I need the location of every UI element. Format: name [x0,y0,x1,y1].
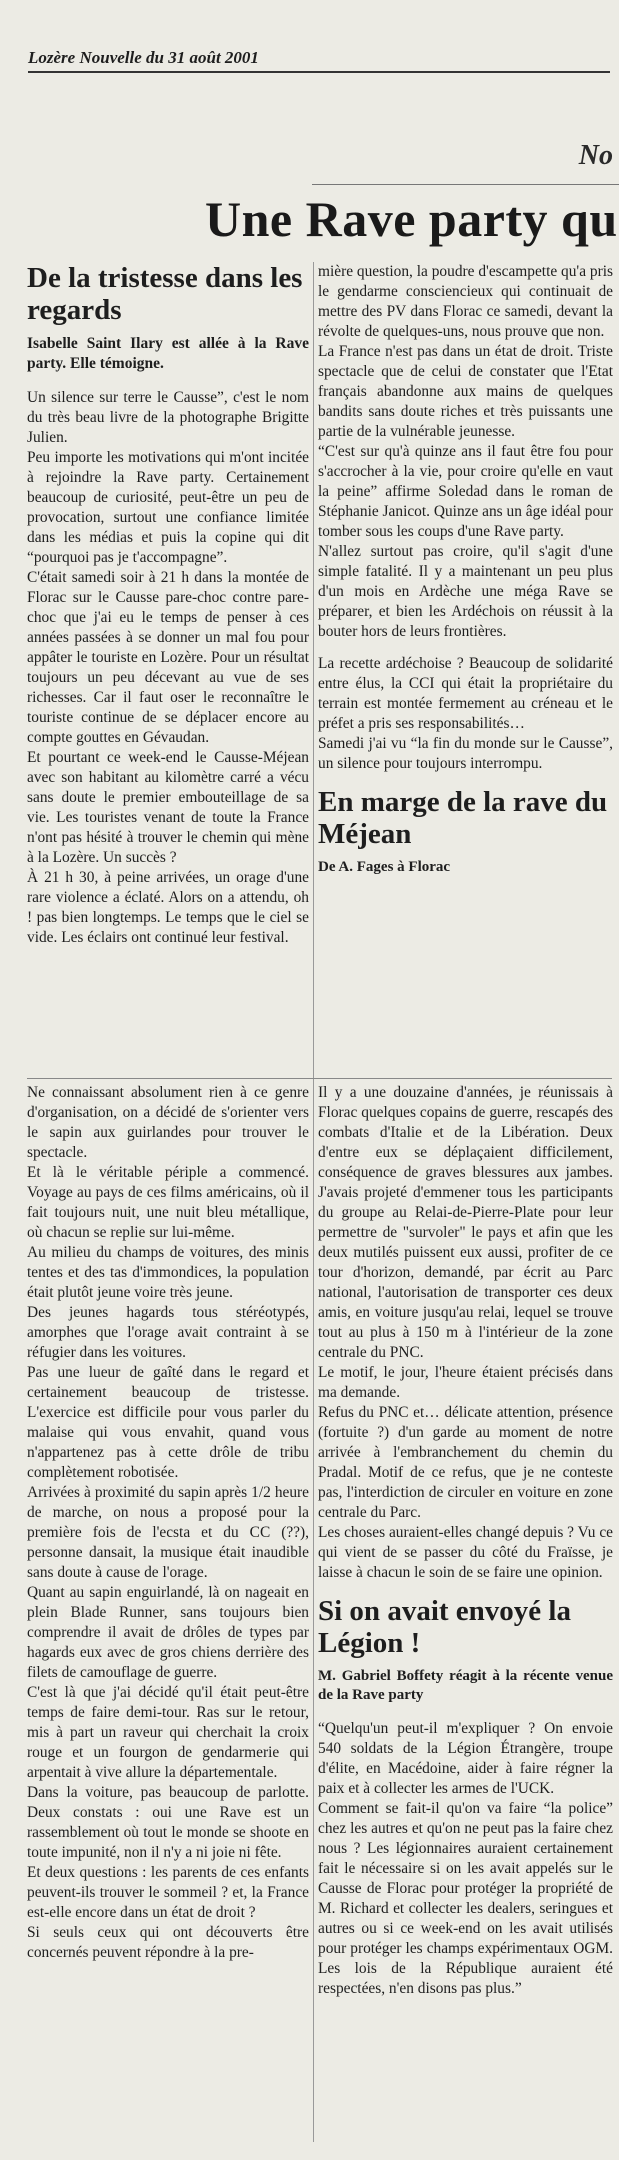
paragraph: Si seuls ceux qui ont découverts être concernés peuvent répondre à la pre- [27,1924,309,1961]
article-marge-body [318,1083,613,1999]
article-tristesse-top [27,262,309,948]
paragraph: Il y a une douzaine d'années, je réunissais à Florac quelques copains de guerre, rescapés des combats d'Italie et de la Libération. Deux d'entre eux se déplaçaient difficilement, conséquence de graves blessures aux jambes. J'avais projeté d'emmener tous les participants du groupe au Relai-de-Pierre-Plate pour leur permettre de "survoler" le pays et afin que les deux mutilés puissent eux aussi, profiter de ce tour d'horizon, demandé, par écrit au Parc national, l'autorisation de transporter ces deux amis, en voiture jusqu'au relai, lequel se trouve tout au plus à 150 m à l'intérieur de la zone centrale du PNC. [318,1084,613,1361]
article-tristesse-headline: De la tristesse dans les regards [27,262,303,326]
article-legion-headline: Si on avait envoyé la Légion ! [318,1595,571,1659]
paragraph: “Quelqu'un peut-il m'expliquer ? On envoie 540 soldats de la Légion Étrangère, troupe d'élite, en Macédoine, aider à faire régner la paix et à collecter les armes de l'UCK. [318,1720,613,1797]
paragraph: N'allez surtout pas croire, qu'il s'agit d'une simple fatalité. Il y a maintenant un peu plus d'un mois en Ardèche une méga Rave se préparer, et bien les Ardéchois on réussit à la bouter hors de leurs frontières. [318,543,613,640]
article-tristesse-continuation [318,262,613,891]
paragraph: La recette ardéchoise ? Beaucoup de solidarité entre élus, la CCI qui était la propriétaire du terrain est montée fermement au créneau et le préfet a pris ses responsabilités… [318,655,613,732]
paragraph: Le motif, le jour, l'heure étaient précisés dans ma demande. [318,1364,613,1401]
article-marge-headline: En marge de la rave du Méjean [318,786,608,850]
paragraph: Ne connaissant absolument rien à ce genre d'organisation, on a décidé de s'orienter vers le sapin aux guirlandes pour trouver le spectacle. [27,1084,309,1161]
paragraph: Des jeunes hagards tous stéréotypés, amorphes que l'orage avait contraint à se réfugier dans les voitures. [27,1304,309,1361]
paragraph: Pas une lueur de gaîté dans le regard et certainement beaucoup de tristesse. L'exercice est difficile pour vous parler du malaise qui vous envahit, quand vous n'appartenez pas à cette drôle de tribu complètement robotisée. [27,1364,309,1481]
column-divider [313,262,314,2142]
masthead [28,48,610,73]
article-legion-byline: M. Gabriel Boffety réagit à la récente venue de la Rave party [318,1668,613,1703]
article-tristesse-bottom [27,1083,309,1963]
paragraph: Samedi j'ai vu “la fin du monde sur le Causse”, un silence pour toujours interrompu. [318,735,613,772]
paragraph: Un silence sur terre le Causse”, c'est le nom du très beau livre de la photographe Brigitte Julien. [27,389,309,446]
paragraph: “C'est sur qu'à quinze ans il faut être fou pour s'accrocher à la vie, pour croire qu'elle en vaut la peine” affirme Soledad dans le roman de Stéphanie Janicot. Quinze ans un âge idéal pour tomber sous les coups d'une Rave party. [318,443,613,540]
publication-name: Lozère Nouvelle [28,48,142,67]
paragraph: Dans la voiture, pas beaucoup de parlotte. Deux constats : oui une Rave est un rassemblement où tout le monde se shoote en toute impunité, non il n'y a ni joie ni fête. [27,1784,309,1861]
paragraph: C'est là que j'ai décidé qu'il était peut-être temps de faire demi-tour. Ras sur le retour, mis à part un raveur qui cherchait la croix rouge et un fourgon de gendarmerie qui arpentait à vive allure la départementale. [27,1684,309,1781]
paragraph: Au milieu du champs de voitures, des minis tentes et des tas d'immondices, la population était plutôt jeune voire très jeune. [27,1244,309,1301]
paragraph: Et pourtant ce week-end le Causse-Méjean avec son habitant au kilomètre carré a vécu sans doute le premier embouteillage de sa vie. Les touristes venant de toute la France n'ont pas hésité à trouver le chemin qui mène à la Lozère. Un succès ? [27,749,309,866]
paragraph: Comment se fait-il qu'on va faire “la police” chez les autres et qu'on ne peut pas la faire chez nous ? Les légionnaires auraient certainement fait le nécessaire si on les avait appelés sur le Causse de Florac pour protéger la propriété de M. Richard et collecter les dealers, seringues et autres ou si ce week-end on les avait utilisés pour protéger les champs expérimentaux OGM. Les lois de la République auraient été respectées, n'en disons pas plus.” [318,1800,613,1997]
banner-headline: Une Rave party qu [205,191,618,247]
article-tristesse-lede: Isabelle Saint Ilary est allée à la Rave party. Elle témoigne. [27,335,309,372]
paragraph: Refus du PNC et… délicate attention, présence (fortuite ?) d'un garde au moment de notre arrivée à l'embranchement du chemin du Pradal. Motif de ce refus, que je ne conteste pas, l'interdiction de circuler en voiture en zone centrale du Parc. [318,1404,613,1521]
section-tag: No [578,140,613,171]
paragraph: À 21 h 30, à peine arrivées, un orage d'une rare violence a éclaté. Alors on a attendu, oh ! pas bien longtemps. Le temps que le ciel se vide. Les éclairs ont continué leur festival. [27,869,309,946]
section-divider [27,1078,612,1079]
paragraph: Et deux questions : les parents de ces enfants peuvent-ils trouver le sommeil ? et, la France est-elle encore dans un état de droit ? [27,1864,309,1921]
paragraph: mière question, la poudre d'escampette qu'a pris le gendarme consciencieux qui continuait de mettre des PV dans Florac ce samedi, devant la révolte de quelques-uns, nous prouve que non. [318,263,613,340]
paragraph: La France n'est pas dans un état de droit. Triste spectacle que de celui de constater que l'Etat français abandonne aux mains de quelques bandits sans doute riches et très puissants une partie de la vulnérable jeunesse. [318,343,613,440]
paragraph: Peu importe les motivations qui m'ont incitée à rejoindre la Rave party. Certainement beaucoup de curiosité, peut-être un peu de provocation, surtout une confiance limitée dans les médias et puis la copine qui dit “pourquoi pas je t'accompagne”. [27,449,309,566]
paragraph: Quant au sapin enguirlandé, là on nageait en plein Blade Runner, sans toujours bien comprendre il avait de drôles de types par hagards eux avec de gros chiens derrière des filets de camouflage de guerre. [27,1584,309,1681]
paragraph: C'était samedi soir à 21 h dans la montée de Florac sur le Causse pare-choc contre pare-choc que j'ai eu le temps de penser à ces années passées à se donner un mal fou pour appâter le touriste en Lozère. Pour un résultat toujours un peu décevant au vue de ses richesses. Car il faut oser le reconnaître le touriste continue de se déplacer encore au compte gouttes en Gévaudan. [27,569,309,746]
banner-rule [312,184,619,185]
paragraph: Arrivées à proximité du sapin après 1/2 heure de marche, on nous a proposé pour la première fois de l'ecsta et du CC (??), personne dansait, la musique était inaudible sans doute à cause de l'orage. [27,1484,309,1581]
publication-date: du 31 août 2001 [146,48,259,67]
article-marge-byline: De A. Fages à Florac [318,859,451,875]
paragraph: Les choses auraient-elles changé depuis ? Vu ce qui vient de se passer du côté du Fraïsse, je laisse à chacun le soin de se faire une opinion. [318,1524,613,1581]
paragraph: Et là le véritable périple a commencé. Voyage au pays de ces films américains, où il fait toujours nuit, une nuit bleu métallique, où chacun se replie sur lui-même. [27,1164,309,1241]
